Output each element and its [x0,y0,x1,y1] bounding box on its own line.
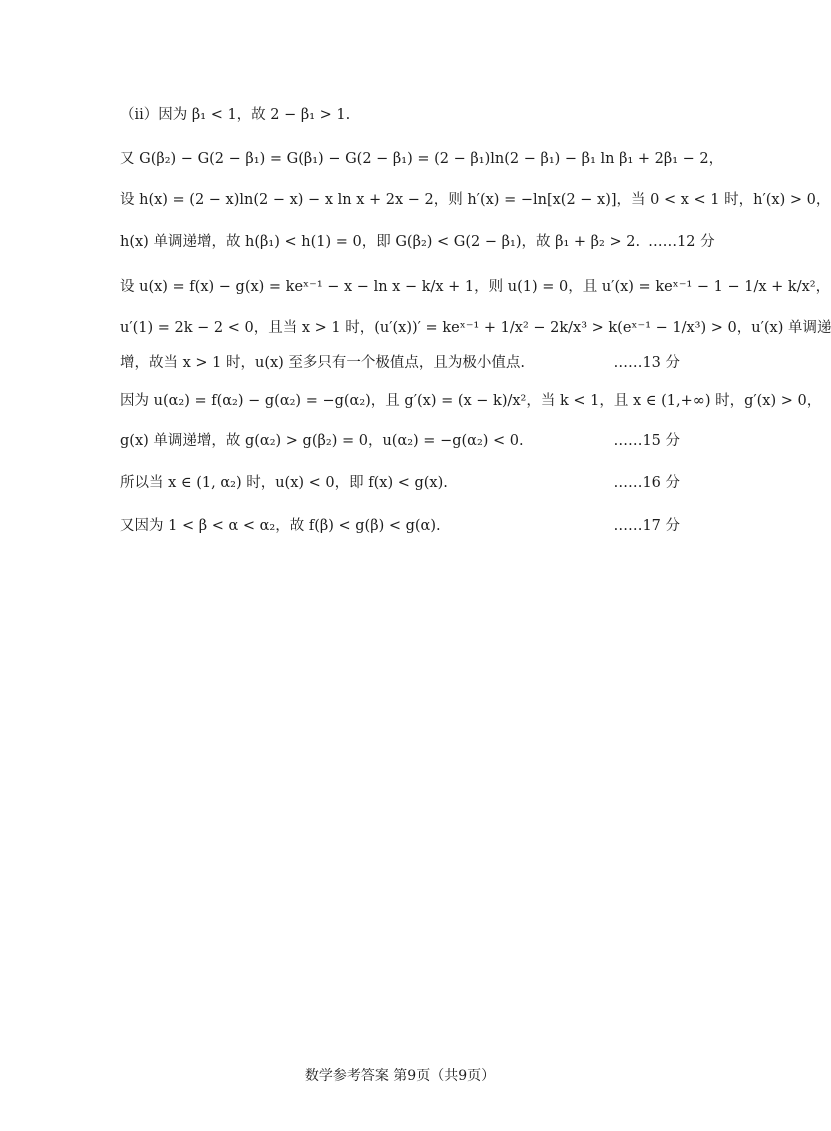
solution-line-5 [120,276,831,298]
solution-line-3 [120,189,831,211]
line-text: （ii）因为 β₁ < 1，故 2 − β₁ > 1. [120,107,351,123]
line-text: 又 G(β₂) − G(2 − β₁) = G(β₁) − G(2 − β₁) = (2 − β₁)ln(2 − β₁) − β₁ ln β₁ + 2β₁ − 2， [120,151,724,167]
line-text: 所以当 x ∈ (1, α₂) 时，u(x) < 0，即 f(x) < g(x). [120,475,448,491]
solution-line-6 [120,317,831,339]
line-score: ……17 分 [613,518,680,534]
solution-line-2 [120,148,724,170]
line-score: ……12 分 [648,234,715,250]
line-text: h(x) 单调递增，故 h(β₁) < h(1) = 0，即 G(β₂) < G(2 − β₁)，故 β₁ + β₂ > 2. [120,234,641,250]
line-text: u′(1) = 2k − 2 < 0，且当 x > 1 时，(u′(x))′ = keˣ⁻¹ + 1/x² − 2k/x³ > k(eˣ⁻¹ − 1/x³) > 0，u′(x) 单调递 [120,320,831,336]
solution-line-9 [120,430,680,452]
solution-line-8 [120,390,822,412]
line-text: 因为 u(α₂) = f(α₂) − g(α₂) = −g(α₂)，且 g′(x) = (x − k)/x²，当 k < 1，且 x ∈ (1,+∞) 时，g′(x) > 0， [120,393,822,409]
line-score: ……13 分 [613,355,680,371]
line-text: 增，故当 x > 1 时，u(x) 至多只有一个极值点，且为极小值点. [120,355,526,371]
solution-line-11 [120,515,680,537]
solution-line-1 [120,104,680,126]
line-text: 设 h(x) = (2 − x)ln(2 − x) − x ln x + 2x − 2，则 h′(x) = −ln[x(2 − x)]，当 0 < x < 1 时，h′(x) > 0， [120,192,831,208]
solution-line-10 [120,472,680,494]
line-text: g(x) 单调递增，故 g(α₂) > g(β₂) = 0，u(α₂) = −g(α₂) < 0. [120,433,524,449]
line-text: 设 u(x) = f(x) − g(x) = keˣ⁻¹ − x − ln x − k/x + 1，则 u(1) = 0，且 u′(x) = keˣ⁻¹ − 1 − 1/x + k/x²， [120,279,831,295]
solution-line-7 [120,352,680,374]
line-score: ……15 分 [613,433,680,449]
line-score: ……16 分 [613,475,680,491]
line-text: 又因为 1 < β < α < α₂，故 f(β) < g(β) < g(α). [120,518,441,534]
solution-line-4 [120,231,715,253]
page-footer: 数学参考答案 第9页（共9页） [304,1068,496,1084]
